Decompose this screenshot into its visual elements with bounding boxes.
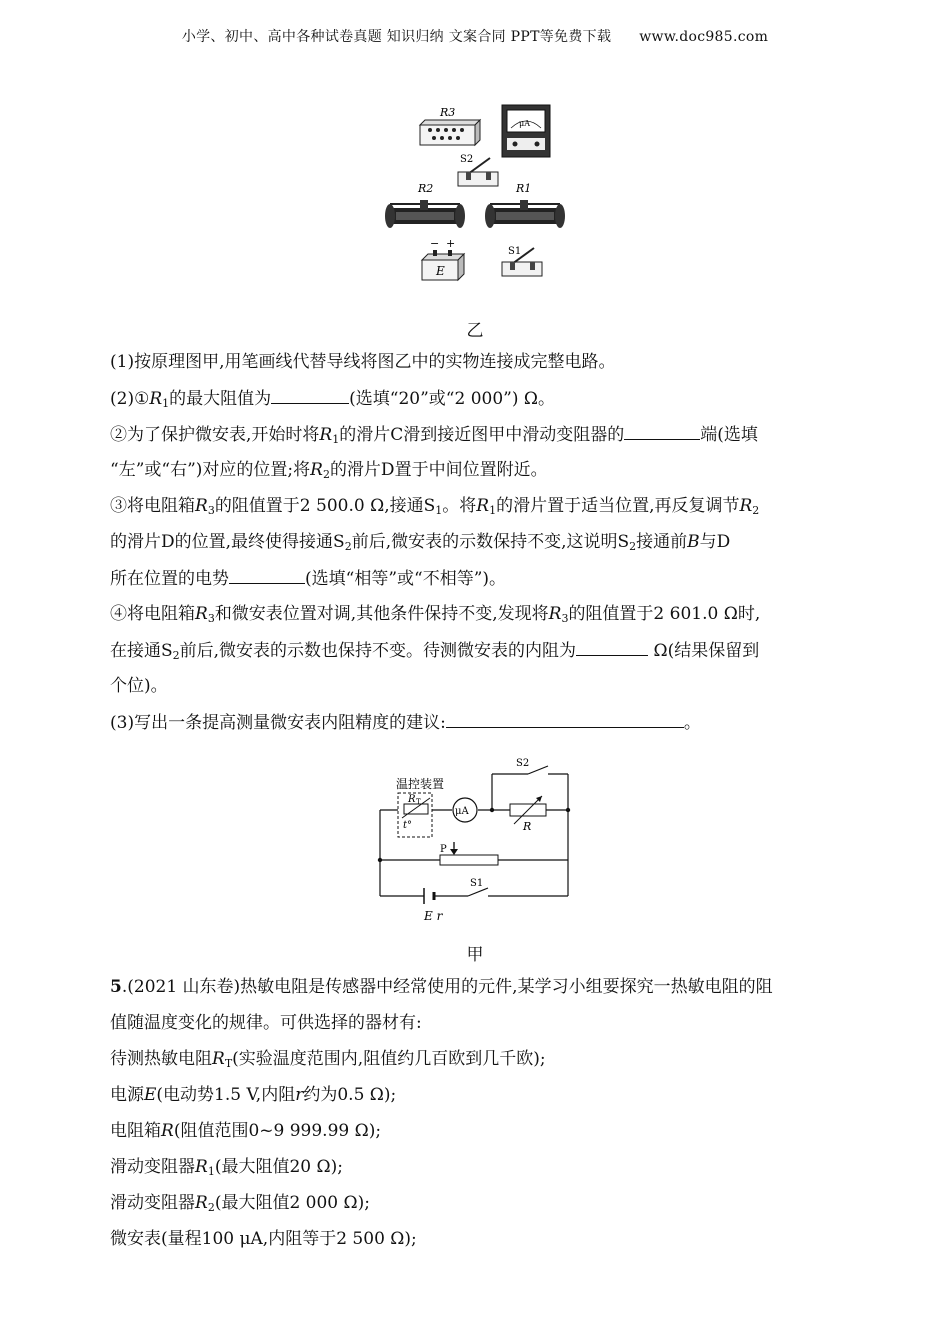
figure-caption-jia: 甲 — [466, 945, 484, 965]
q4-part2-3a: ③将电阻箱$R_3$的阻值置于2 500.0 Ω,接通$S_1$。将$R_1$的滑片置于适当位置,再反复调节$R_2$ — [110, 496, 760, 517]
q4-part2-2b: “左”或“右”)对应的位置;将$R_2$的滑片D置于中间位置附近。 — [110, 460, 548, 481]
figure-caption-yi: 乙 — [466, 321, 484, 341]
label-rt-sub: T — [416, 798, 421, 806]
q4-part2-3b: 的滑片D的位置,最终使得接通$S_2$前后,微安表的示数保持不变,这说明$S_2$接通前B与D — [110, 532, 731, 553]
rheostat-r1 — [485, 182, 565, 228]
q4-part2-3c: 所在位置的电势 (选填“相等”或“不相等”)。 — [110, 569, 507, 589]
q4-part2-4c: 个位)。 — [110, 676, 168, 696]
label-s2-top: S2 — [460, 154, 474, 165]
label-s1-bottom: S1 — [470, 878, 484, 889]
answer-blank-3[interactable] — [229, 567, 305, 584]
header-text: 小学、初中、高中各种试卷真题 知识归纳 文案合同 PPT等免费下载 — [181, 29, 612, 45]
label-er: E r — [424, 909, 443, 923]
label-ua-top: μA — [519, 119, 530, 128]
switch-s1 — [502, 246, 542, 276]
microammeter — [502, 105, 550, 157]
label-e-top: E — [436, 264, 445, 278]
q4-part2-4b: 在接通$S_2$前后,微安表的示数也保持不变。待测微安表的内阻为 Ω(结果保留到 — [110, 641, 760, 662]
q5-item-thermistor: 待测热敏电阻$R_T$(实验温度范围内,阻值约几百欧到几千欧); — [110, 1049, 546, 1070]
q4-part3: (3)写出一条提高测量微安表内阻精度的建议: 。 — [110, 713, 701, 733]
q5-item-rheostat-r1: 滑动变阻器$R_1$(最大阻值20 Ω); — [110, 1157, 343, 1178]
apparatus-figure — [380, 100, 580, 285]
answer-blank-4[interactable] — [576, 639, 648, 656]
label-t: t° — [403, 820, 413, 831]
label-r-box: R — [523, 820, 532, 833]
label-temp-box: 温控装置 — [396, 777, 445, 791]
q5-item-resistance-box: 电阻箱R(阻值范围0~9 999.99 Ω); — [110, 1121, 382, 1141]
battery-e — [422, 237, 464, 280]
header-url[interactable]: www.doc985.com — [639, 29, 769, 45]
resistance-box-r3 — [420, 106, 480, 145]
q4-part2-1: $(2)①R_1$的最大阻值为 (选填“20”或“2 000”) Ω。 — [110, 389, 555, 410]
label-r2: R2 — [418, 182, 434, 195]
page-header — [0, 26, 950, 46]
label-s2-bottom: S2 — [516, 758, 530, 769]
q5-item-rheostat-r2: 滑动变阻器$R_2$(最大阻值2 000 Ω); — [110, 1193, 370, 1214]
answer-blank-1[interactable] — [271, 387, 349, 404]
q5-intro-1: 5.(2021 山东卷)热敏电阻是传感器中经常使用的元件,某学习小组要探究一热敏电阻的阻 — [110, 977, 773, 997]
label-minus: − — [430, 237, 440, 250]
label-ua-bottom: μA — [455, 806, 469, 817]
label-s1-top: S1 — [508, 246, 522, 257]
answer-blank-2[interactable] — [624, 423, 700, 440]
label-plus: + — [446, 237, 456, 250]
q5-item-source: 电源E(电动势1.5 V,内阻r约为0.5 Ω); — [110, 1085, 397, 1105]
answer-blank-5[interactable] — [446, 711, 684, 728]
q4-part2-2a: ②为了保护微安表,开始时将$R_1$的滑片C滑到接近图甲中滑动变阻器的 端(选填 — [110, 425, 758, 446]
circuit-diagram — [370, 748, 580, 933]
q4-part2-4a: ④将电阻箱$R_3$和微安表位置对调,其他条件保持不变,发现将$R_3$的阻值置于2 601.0 Ω时, — [110, 604, 761, 625]
label-r3: R3 — [440, 106, 456, 119]
label-r1: R1 — [516, 182, 532, 195]
q5-item-microammeter: 微安表(量程100 μA,内阻等于2 500 Ω); — [110, 1229, 417, 1249]
switch-s2 — [458, 154, 498, 186]
label-rt: R — [408, 794, 416, 805]
q4-part1: (1)按原理图甲,用笔画线代替导线将图乙中的实物连接成完整电路。 — [110, 352, 616, 372]
rheostat-r2 — [385, 182, 465, 228]
label-p: P — [440, 844, 447, 855]
q5-intro-2: 值随温度变化的规律。可供选择的器材有: — [110, 1013, 422, 1033]
